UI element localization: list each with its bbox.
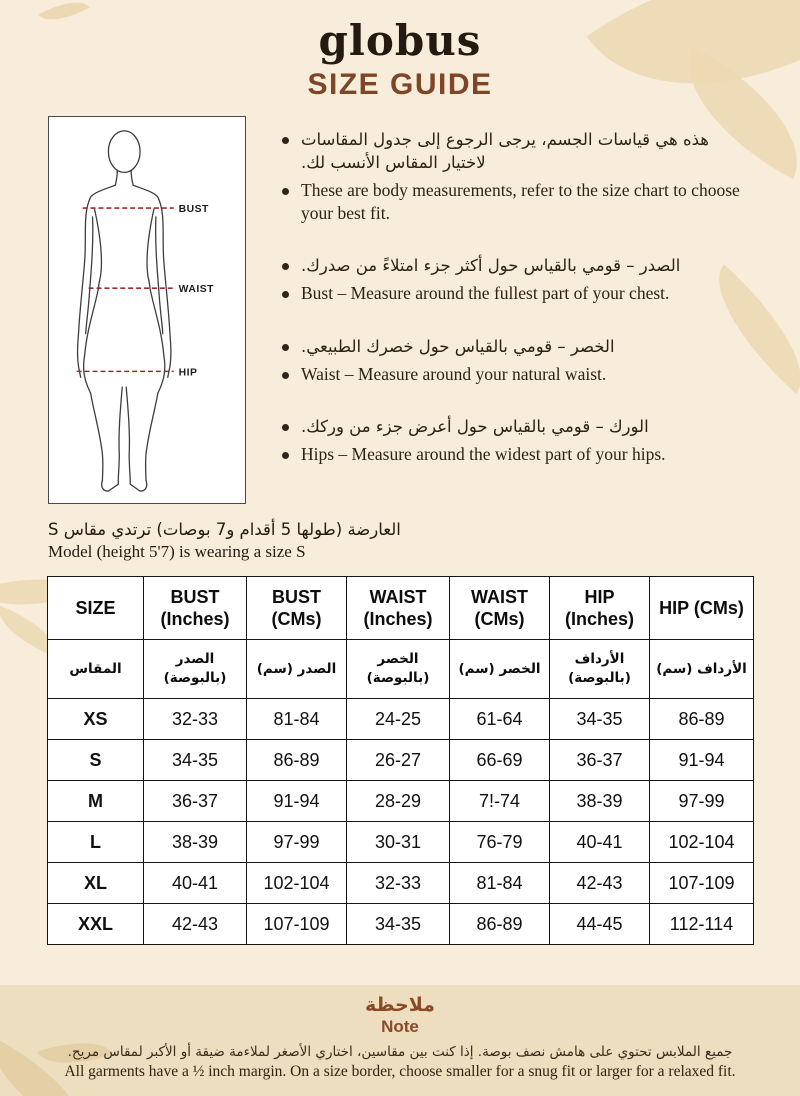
table-cell: 107-109 — [247, 904, 347, 945]
bullet-icon — [282, 263, 289, 270]
table-cell: M — [48, 781, 144, 822]
bullet-icon — [282, 137, 289, 144]
table-cell: L — [48, 822, 144, 863]
note-body-en: All garments have a ½ inch margin. On a size border, choose smaller for a snug fit or larger for a relaxed fit. — [64, 1063, 736, 1080]
table-cell: XL — [48, 863, 144, 904]
bullet-icon — [282, 344, 289, 351]
table-cell: 112-114 — [650, 904, 754, 945]
note-body-ar: جميع الملابس تحتوي على هامش نصف بوصة. إذا كنت بين مقاسين، اختاري الأصغر لملاءمة ضيقة أو الأكبر لمقاس مريح. — [67, 1044, 733, 1060]
table-cell: 76-79 — [450, 822, 550, 863]
bust-label: BUST — [178, 204, 209, 215]
table-row — [48, 863, 754, 904]
table-cell: 40-41 — [144, 863, 247, 904]
body-figure-svg — [49, 117, 243, 501]
table-cell: HIP (CMs) — [650, 577, 754, 640]
table-cell: المقاس — [48, 640, 144, 699]
size-table — [47, 576, 754, 945]
table-row — [48, 781, 754, 822]
note-title-ar: ملاحظة — [365, 994, 435, 1016]
instruction-text-ar: الخصر – قومي بالقياس حول خصرك الطبيعي. — [301, 336, 615, 356]
body-outline — [78, 131, 171, 491]
table-cell: الخصر (بالبوصة) — [347, 640, 450, 699]
table-row — [48, 699, 754, 740]
table-cell: 81-84 — [450, 863, 550, 904]
instruction-list — [282, 116, 752, 504]
table-cell: WAIST (CMs) — [450, 577, 550, 640]
table-cell: 102-104 — [650, 822, 754, 863]
table-cell: 66-69 — [450, 740, 550, 781]
table-cell: 38-39 — [550, 781, 650, 822]
instruction-item — [282, 415, 752, 466]
table-row — [48, 904, 754, 945]
bullet-icon — [282, 291, 289, 298]
table-cell: 91-94 — [650, 740, 754, 781]
table-cell: 38-39 — [144, 822, 247, 863]
bullet-icon — [282, 372, 289, 379]
bullet-icon — [282, 424, 289, 431]
table-cell: 36-37 — [144, 781, 247, 822]
table-cell: 40-41 — [550, 822, 650, 863]
bullet-icon — [282, 452, 289, 459]
instruction-text-ar: الصدر – قومي بالقياس حول أكثر جزء امتلاءً من صدرك. — [301, 256, 681, 276]
table-header-row-ar — [48, 640, 754, 699]
table-cell: WAIST (Inches) — [347, 577, 450, 640]
note-content — [0, 985, 800, 1081]
table-cell: 42-43 — [550, 863, 650, 904]
model-note-en: Model (height 5'7) is wearing a size S — [48, 542, 306, 561]
table-header-row-en — [48, 577, 754, 640]
table-cell: 28-29 — [347, 781, 450, 822]
instruction-item — [282, 128, 752, 225]
instruction-item — [282, 335, 752, 386]
table-cell: الصدر (بالبوصة) — [144, 640, 247, 699]
instruction-text-en: Hips – Measure around the widest part of your hips. — [301, 443, 666, 464]
table-cell: 42-43 — [144, 904, 247, 945]
table-cell: 30-31 — [347, 822, 450, 863]
instruction-text-ar: هذه هي قياسات الجسم، يرجى الرجوع إلى جدول المقاسات لاختيار المقاس الأنسب لك. — [301, 130, 710, 173]
table-cell: 32-33 — [144, 699, 247, 740]
table-cell: 86-89 — [650, 699, 754, 740]
header — [0, 0, 800, 102]
table-cell: 61-64 — [450, 699, 550, 740]
table-cell: 34-35 — [550, 699, 650, 740]
table-cell: الأرداف (سم) — [650, 640, 754, 699]
table-cell: 86-89 — [247, 740, 347, 781]
table-cell: SIZE — [48, 577, 144, 640]
size-table-section — [47, 576, 753, 945]
table-cell: 97-99 — [247, 822, 347, 863]
table-cell: 34-35 — [347, 904, 450, 945]
table-cell: XXL — [48, 904, 144, 945]
table-cell: 36-37 — [550, 740, 650, 781]
measurement-figure-box — [48, 116, 246, 504]
table-cell: 86-89 — [450, 904, 550, 945]
model-note — [48, 520, 752, 562]
waist-label: WAIST — [178, 284, 214, 296]
table-cell: BUST (CMs) — [247, 577, 347, 640]
table-cell: BUST (Inches) — [144, 577, 247, 640]
instruction-text-en: Waist – Measure around your natural waist. — [301, 363, 607, 384]
table-row — [48, 822, 754, 863]
size-table-body — [48, 577, 754, 945]
hip-label: HIP — [178, 367, 198, 379]
main-section — [48, 116, 752, 504]
table-cell: 97-99 — [650, 781, 754, 822]
bullet-icon — [282, 188, 289, 195]
table-cell: 24-25 — [347, 699, 450, 740]
table-cell: 26-27 — [347, 740, 450, 781]
table-cell: S — [48, 740, 144, 781]
note-title-en: Note — [381, 1017, 419, 1036]
table-cell: 7!-74 — [450, 781, 550, 822]
model-note-ar: العارضة (طولها 5 أقدام و7 بوصات) ترتدي مقاس S — [48, 520, 401, 539]
table-cell: الأرداف (بالبوصة) — [550, 640, 650, 699]
table-cell: 34-35 — [144, 740, 247, 781]
instruction-text-en: Bust – Measure around the fullest part of your chest. — [301, 283, 670, 304]
table-cell: الصدر (سم) — [247, 640, 347, 699]
table-cell: XS — [48, 699, 144, 740]
table-cell: 81-84 — [247, 699, 347, 740]
table-cell: 91-94 — [247, 781, 347, 822]
page-title: SIZE GUIDE — [307, 68, 493, 101]
table-cell: 32-33 — [347, 863, 450, 904]
brand-logo: globus — [318, 16, 482, 65]
table-cell: 44-45 — [550, 904, 650, 945]
table-cell: الخصر (سم) — [450, 640, 550, 699]
note-band — [0, 985, 800, 1096]
table-cell: HIP (Inches) — [550, 577, 650, 640]
table-cell: 107-109 — [650, 863, 754, 904]
table-row — [48, 740, 754, 781]
instruction-text-en: These are body measurements, refer to the size chart to choose your best fit. — [301, 180, 740, 224]
instruction-text-ar: الورك – قومي بالقياس حول أعرض جزء من وركك. — [301, 416, 649, 436]
table-cell: 102-104 — [247, 863, 347, 904]
instruction-item — [282, 254, 752, 305]
